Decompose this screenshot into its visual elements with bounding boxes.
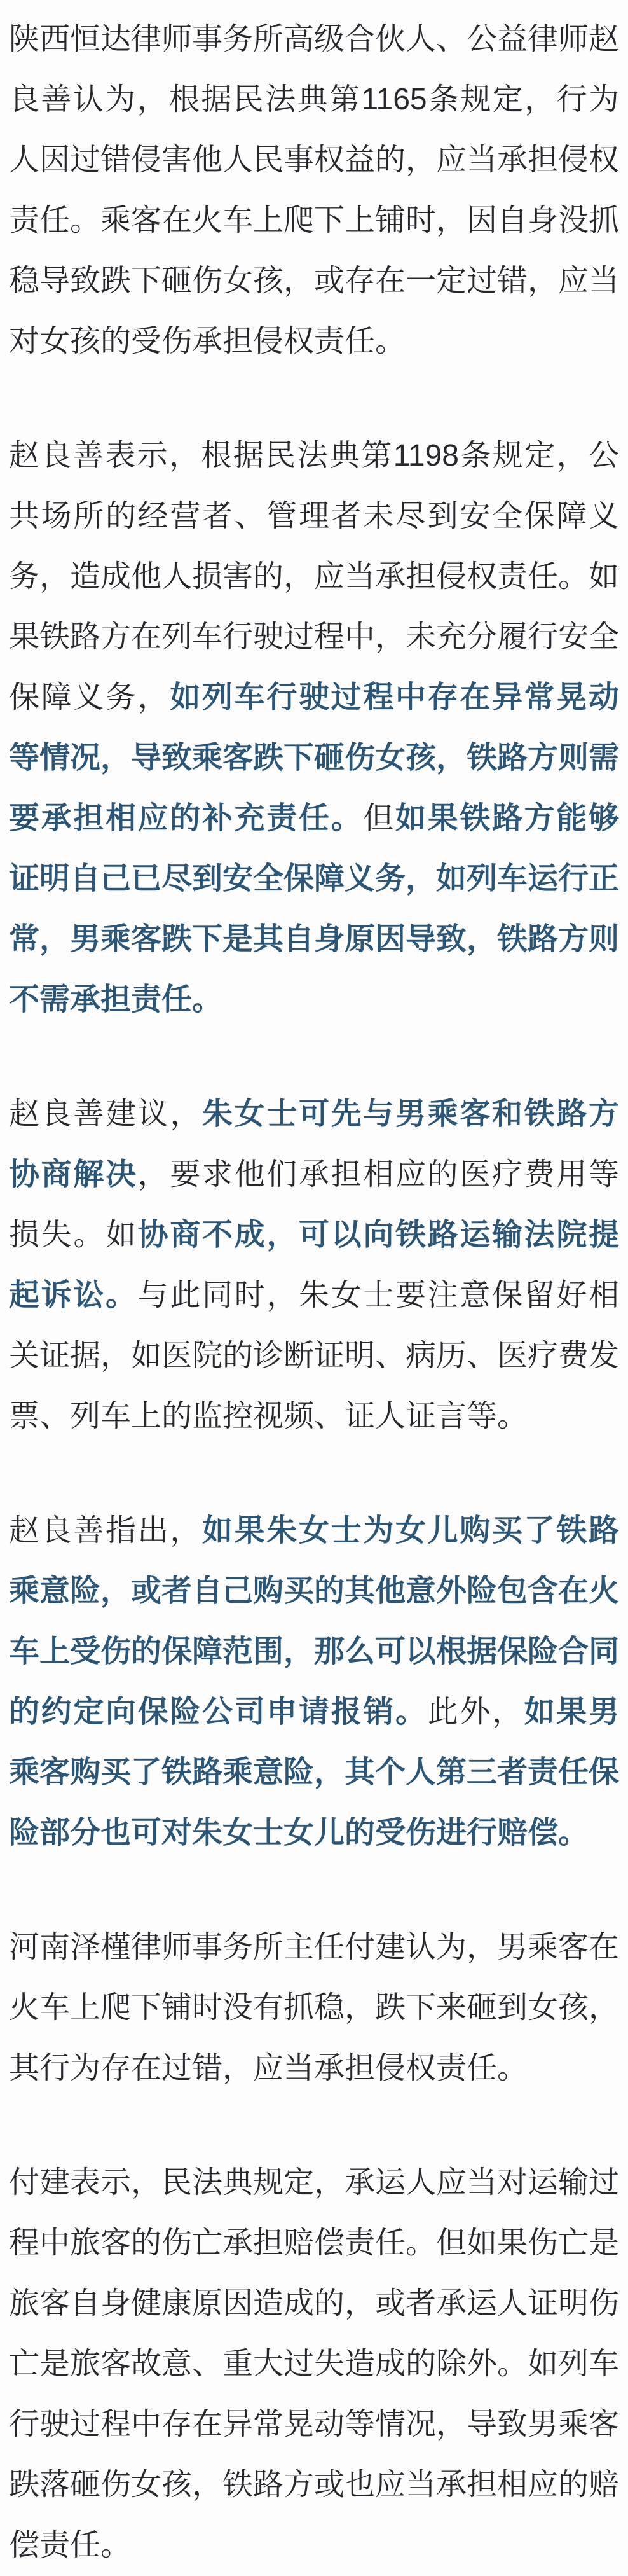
text-segment: 河南泽槿律师事务所主任付建认为，男乘客在火车上爬下铺时没有抓稳，跌下来砸到女孩，其行为存在过错，应当承担侵权责任。 xyxy=(9,1930,620,2085)
paragraph xyxy=(9,9,619,371)
paragraph xyxy=(9,2152,619,2575)
text-segment: 付建表示，民法典规定，承运人应当对运输过程中旅客的伤亡承担赔偿责任。但如果伤亡是旅客自身健康原因造成的，或者承运人证明伤亡是旅客故意、重大过失造成的除外。如列车行驶过程中存在异常晃动等情况，导致男乘客跌落砸伤女孩，铁路方或也应当承担相应的赔偿责任。 xyxy=(9,2166,620,2562)
text-segment: 赵良善表示，根据民法典第1198条规定，公共场所的经营者、管理者未尽到安全保障义务，造成他人损害的，应当承担侵权责任。如果铁路方在列车行驶过程中，未充分履行安全保障义务， xyxy=(9,439,620,714)
paragraph xyxy=(9,1084,619,1446)
text-segment: 赵良善指出， xyxy=(9,1514,202,1548)
highlighted-text-segment: 如果朱女士为女儿购买了铁路乘意险，或者自己购买的其他意外险包含在火车上受伤的保障范围，那么可以根据保险合同的约定向保险公司申请报销。 xyxy=(9,1514,620,1729)
highlighted-text-segment: 如果铁路方能够证明自己已尽到安全保障义务，如列车运行正常，男乘客跌下是其自身原因导致，铁路方则不需承担责任。 xyxy=(9,801,620,1016)
text-segment: 与此同时，朱女士要注意保留好相关证据，如医院的诊断证明、病历、医疗费发票、列车上的监控视频、证人证言等。 xyxy=(9,1278,620,1433)
text-segment: 但 xyxy=(363,801,395,835)
paragraph-list xyxy=(9,9,619,2575)
highlighted-text-segment: 朱女士可先与男乘客和铁路方协商解决 xyxy=(9,1097,619,1191)
paragraph xyxy=(9,1500,619,1863)
text-segment: 此外， xyxy=(427,1695,524,1729)
highlighted-text-segment: 协商不成，可以向铁路运输法院提起诉讼。 xyxy=(9,1218,619,1312)
highlighted-text-segment: 如列车行驶过程中存在异常晃动等情况，导致乘客跌下砸伤女孩，铁路方则需要承担相应的补充责任。 xyxy=(9,681,620,835)
highlighted-text-segment: 如果男乘客购买了铁路乘意险，其个人第三者责任保险部分也可对朱女士女儿的受伤进行赔偿。 xyxy=(9,1695,620,1850)
paragraph xyxy=(9,426,619,1030)
text-segment: ，要求他们承担相应的医疗费用等损失。如 xyxy=(9,1158,619,1252)
text-segment: 陕西恒达律师事务所高级合伙人、公益律师赵良善认为，根据民法典第1165条规定，行为人因过错侵害他人民事权益的，应当承担侵权责任。乘客在火车上爬下上铺时，因自身没抓稳导致跌下砸伤女孩，或存在一定过错，应当对女孩的受伤承担侵权责任。 xyxy=(9,22,620,358)
paragraph xyxy=(9,1917,619,2098)
text-segment: 赵良善建议， xyxy=(9,1097,202,1131)
